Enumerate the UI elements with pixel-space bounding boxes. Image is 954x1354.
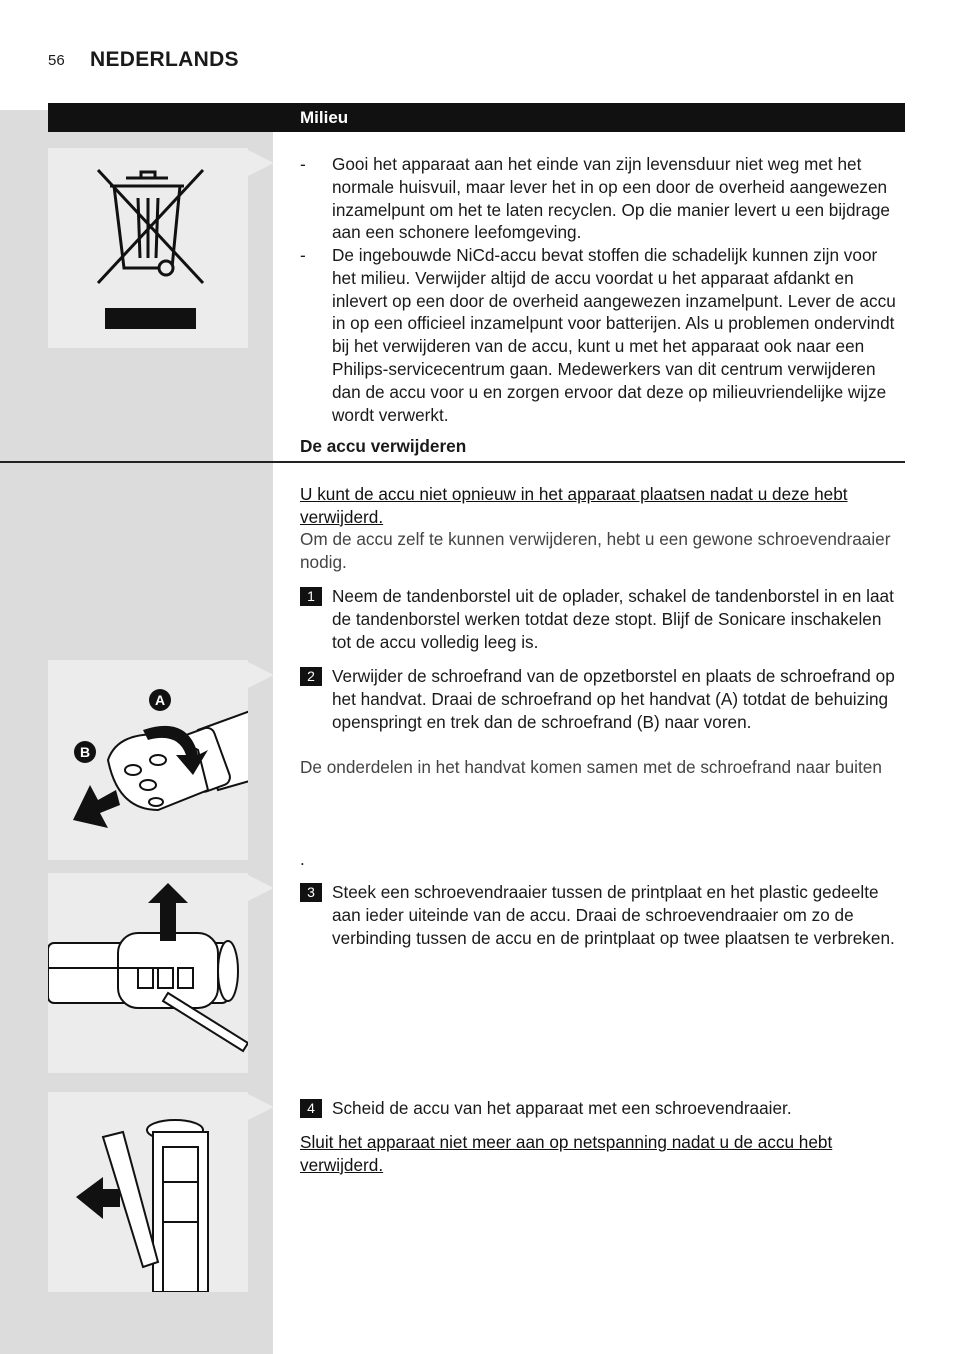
label-a: A <box>154 692 166 708</box>
step-text: Neem de tandenborstel uit de oplader, schakel de tandenborstel in en laat de tandenborstel werken totdat deze stopt. Blijf de Sonicare inschakelen tot de accu volledig leeg is. <box>332 586 894 652</box>
label-b: B <box>79 744 91 760</box>
step-1 <box>300 585 905 653</box>
step-3 <box>300 881 905 949</box>
figure-pointer <box>248 662 274 688</box>
divider <box>0 461 905 463</box>
step-text: Scheid de accu van het apparaat met een schroevendraaier. <box>332 1098 792 1118</box>
section-bar <box>48 103 905 132</box>
bullet-text: De ingebouwde NiCd-accu bevat stoffen die schadelijk kunnen zijn voor het milieu. Verwijder altijd de accu voordat u het apparaat afdankt en inlevert op een door de overheid aangewezen inzamelpunt. Lever de accu in op een officieel inzamelpunt voor batterijen. Als u problemen ondervindt bij het verwijderen van de accu, kunt u met het apparaat ook naar een Philips-servicecentrum gaan. Medewerkers van dit centrum verwijderen dan de accu voor u en zorgen ervoor dat deze op milieuvriendelijke wijze wordt verwerkt. <box>332 245 896 425</box>
battery-separate-illustration <box>48 1092 248 1292</box>
step-text: Steek een schroevendraaier tussen de printplaat en het plastic gedeelte aan ieder uiteinde van de accu. Draai de schroevendraaier om zo de verbinding tussen de accu en de printplaat op twee plaatsen te verbreken. <box>332 882 895 948</box>
step-2-note: De onderdelen in het handvat komen samen met de schroefrand naar buiten <box>300 757 882 777</box>
figure-unscrew-handle <box>48 660 248 860</box>
step-text: Verwijder de schroefrand van de opzetborstel en plaats de schroefrand op het handvat. Draai de schroefrand op het handvat (A) totdat de behuizing openspringt en trek dan de schroefrand (B) naar voren. <box>332 666 895 732</box>
bullet-dash: - <box>300 154 306 174</box>
figure-separate-battery <box>48 1092 248 1292</box>
intro-text: Om de accu zelf te kunnen verwijderen, hebt u een gewone schroevendraaier nodig. <box>300 529 891 572</box>
step-number: 2 <box>300 667 322 686</box>
warning-text <box>300 483 905 529</box>
warning-1: U kunt de accu niet opnieuw in het apparaat plaatsen nadat u deze hebt verwijderd. <box>300 484 848 527</box>
bullet-dash: - <box>300 245 306 265</box>
warning-2: Sluit het apparaat niet meer aan op netspanning nadat u de accu hebt verwijderd. <box>300 1132 833 1175</box>
figure-pointer <box>248 1094 274 1120</box>
step-4 <box>300 1097 905 1120</box>
page-number: 56 <box>48 52 65 69</box>
language-heading: NEDERLANDS <box>90 48 239 71</box>
section-title: Milieu <box>300 108 349 127</box>
step-number: 1 <box>300 587 322 606</box>
stray-dot: . <box>300 849 305 869</box>
figure-pointer <box>248 875 274 901</box>
figure-recycle-bin <box>48 148 248 348</box>
crossed-bin-icon <box>48 148 248 348</box>
step-2 <box>300 665 905 733</box>
warning-text <box>300 1131 905 1177</box>
milieu-bullet <box>300 244 905 426</box>
handle-unscrew-illustration <box>48 660 248 860</box>
screwdriver-pry-illustration <box>48 873 248 1073</box>
bullet-text: Gooi het apparaat aan het einde van zijn levensduur niet weg met het normale huisvuil, maar lever het in op een door de overheid aangewezen inzamelpunt om het te laten recyclen. Op die manier levert u een bijdrage aan een schonere leefomgeving. <box>332 154 890 243</box>
step-number: 4 <box>300 1099 322 1118</box>
figure-pry-battery <box>48 873 248 1073</box>
milieu-bullet <box>300 153 905 244</box>
figure-pointer <box>248 150 274 176</box>
step-number: 3 <box>300 883 322 902</box>
subsection-title: De accu verwijderen <box>300 436 467 456</box>
